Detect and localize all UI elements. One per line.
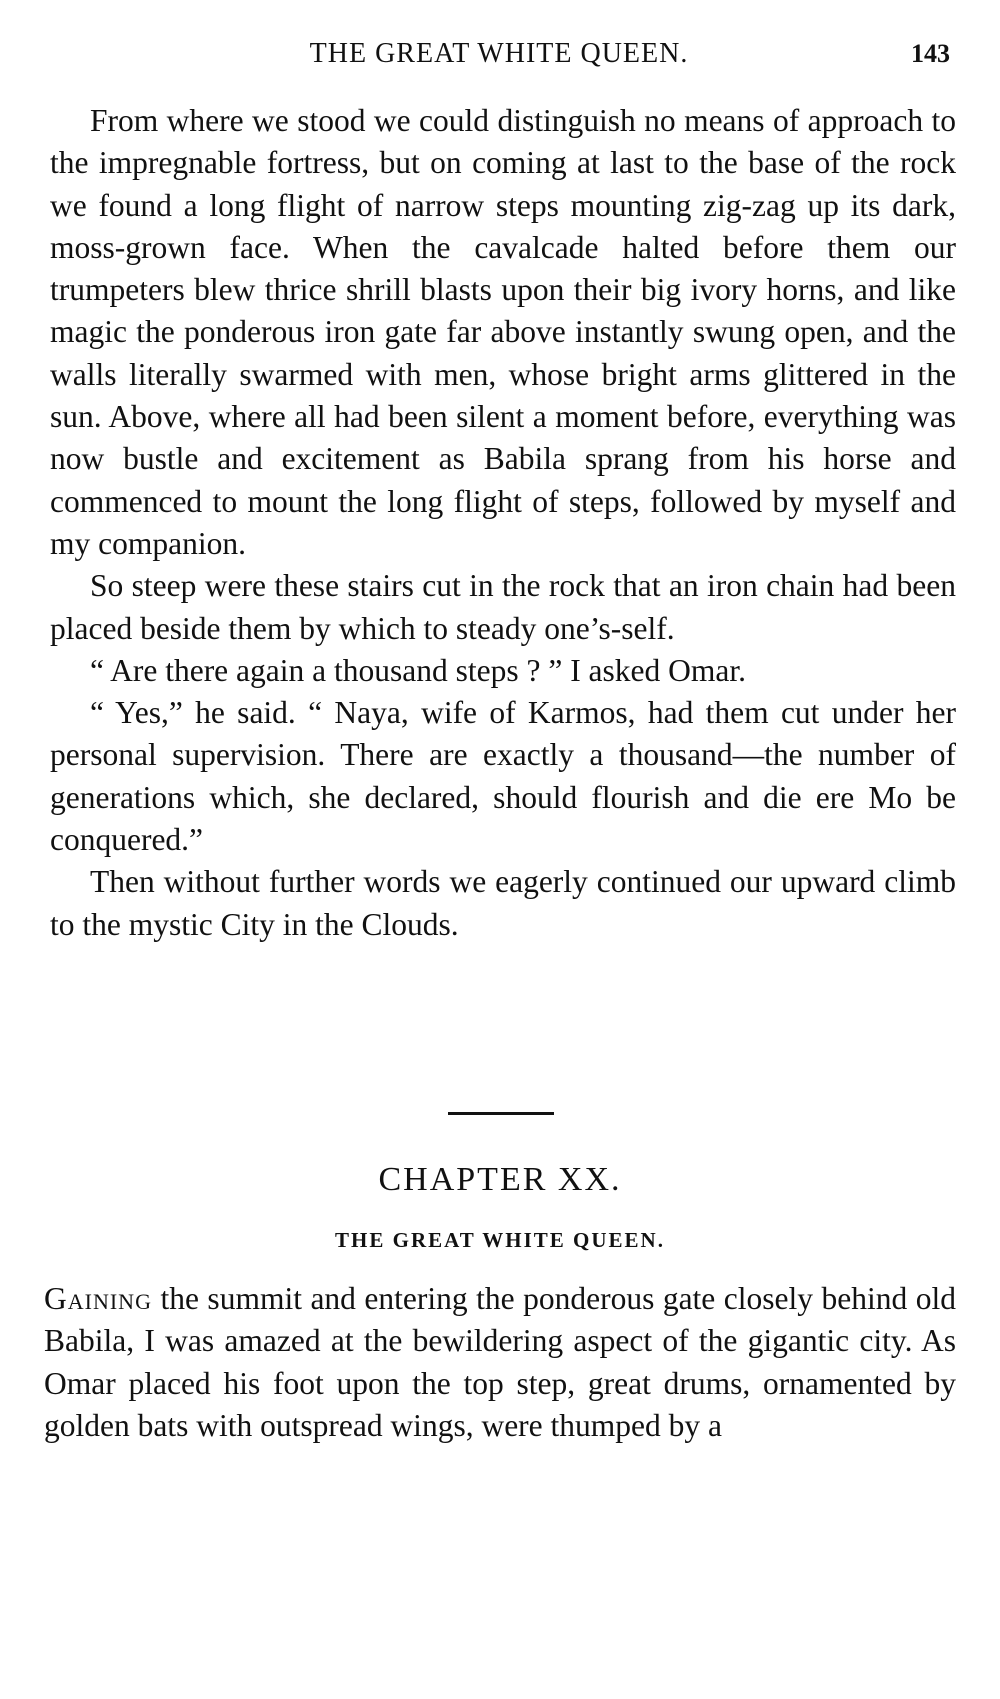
chapter-paragraph-text: the summit and entering the ponderous gate closely behind old Babila, I was amazed at the bewildering aspect of the gigantic city. As Omar placed his foot upon the top step, great drums, ornamented by golden bats with outspread wings, were thumped by a [44,1281,956,1443]
paragraph: From where we stood we could distinguish no means of approach to the impregnable fortress, but on coming at last to the base of the rock we found a long flight of narrow steps mounting zig-zag up its dark, moss-grown face. When the cavalcade halted before them our trumpeters blew thrice shrill blasts upon their big ivory horns, and like magic the ponderous iron gate far above instantly swung open, and the walls literally swarmed with men, whose bright arms glittered in the sun. Above, where all had been silent a moment before, everything was now bustle and excitement as Babila sprang from his horse and commenced to mount the long flight of steps, followed by myself and my companion. [50,103,956,561]
running-head [48,34,950,74]
chapter-first-paragraph [44,1278,956,1447]
chapter-lead-word: Gaining [44,1281,152,1316]
paragraph: “ Are there again a thousand steps ? ” I asked Omar. [90,652,747,688]
page-number: 143 [911,39,950,68]
running-title: THE GREAT WHITE QUEEN. [309,38,689,69]
chapter-subtitle: THE GREAT WHITE QUEEN. [335,1228,665,1252]
section-divider [448,1112,554,1115]
paragraph: Then without further words we eagerly continued our upward climb to the mystic City in the Clouds. [50,864,956,942]
paragraph: “ Yes,” he said. “ Naya, wife of Karmos, had them cut under her personal supervision. There are exactly a thousand—the number of generations which, she declared, should flourish and die ere Mo be conquered.” [50,695,956,858]
paragraph: So steep were these stairs cut in the rock that an iron chain had been placed beside them by which to steady one’s-self. [50,568,956,646]
chapter-title: CHAPTER XX. [378,1161,622,1198]
body-text [50,100,956,946]
chapter-text [44,1278,956,1447]
